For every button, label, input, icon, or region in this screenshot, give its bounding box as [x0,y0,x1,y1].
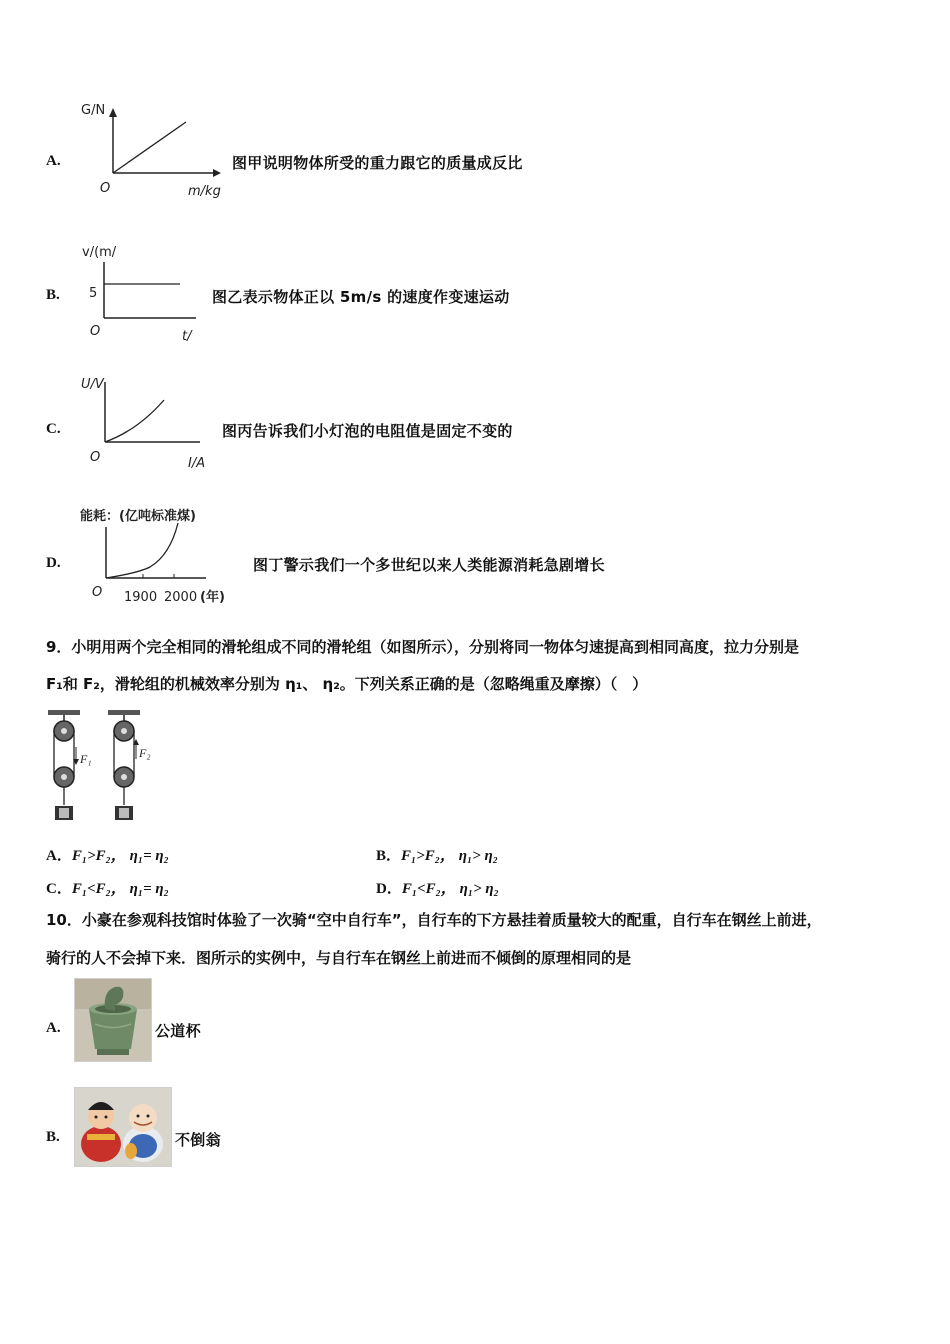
graph-b-velocity-time [78,240,218,345]
graph-a-origin: O [100,181,111,196]
graph-d-origin: O [92,585,103,600]
q10-option-b-text: 不倒翁 [175,1131,221,1149]
q10-stem-line2: 骑行的人不会掉下来．图所示的实例中，与自行车在钢丝上前进而不倾倒的原理相同的是 [46,949,632,967]
graph-d-xlabel: (年) [200,590,225,605]
q10-option-b-letter: B. [46,1129,60,1145]
pulley-system-figure [40,707,170,827]
option-b-text: 图乙表示物体正以 5m/s 的速度作变速运动 [212,288,510,306]
option-d-letter: D. [46,555,61,571]
option-c-letter: C. [46,421,61,437]
q10-option-a-text: 公道杯 [155,1022,201,1040]
q9-answer-b-text: F₁>F₂， η₁> η₂ [401,848,499,864]
graph-d-ylabel: 能耗：(亿吨标准煤) [80,509,196,524]
graph-c-ylabel: U/V [81,377,104,392]
option-a-letter: A. [46,153,61,169]
graph-d-energy-year [78,505,248,610]
q10-stem-line1: 10．小豪在参观科技馆时体验了一次骑“空中自行车”，自行车的下方悬挂着质量较大的配重，自行车在钢丝上前进， [46,911,822,929]
graph-b-origin: O [90,324,101,339]
q9-answer-c-letter: C． [46,881,72,897]
q9-answer-d-text: F₁<F₂， η₁> η₂ [401,881,499,897]
q9-answer-a-letter: A． [46,848,72,864]
q9-answer-a-text: F₁>F₂， η₁= η₂ [71,848,169,864]
graph-c-voltage-current [78,370,228,475]
q9-answer-a[interactable] [46,844,169,865]
q10-option-a-letter: A. [46,1020,61,1036]
option-b-letter: B. [46,287,60,303]
label-f1: F₁ [80,752,92,766]
graph-d-xtick-1900: 1900 [124,590,158,605]
option-d-text: 图丁警示我们一个多世纪以来人类能源消耗急剧增长 [253,556,605,574]
q9-stem-line1: 9．小明用两个完全相同的滑轮组成不同的滑轮组（如图所示），分别将同一物体匀速提高到相同高度，拉力分别是 [46,638,799,656]
q9-answer-b[interactable] [376,844,498,865]
graph-b-xlabel: t/ [182,329,192,344]
graph-c-xlabel: I/A [188,456,206,471]
graph-c-origin: O [90,450,101,465]
q9-answer-c-text: F₁<F₂， η₁= η₂ [71,881,169,897]
graph-b-ytick: 5 [89,286,98,301]
gongdao-cup-photo [74,978,152,1062]
q9-answer-c[interactable] [46,877,169,898]
q9-stem-line2: F₁和 F₂，滑轮组的机械效率分别为 η₁、 η₂。下列关系正确的是（忽略绳重及摩擦）（ ） [46,675,648,693]
q9-answer-b-letter: B． [376,848,402,864]
q9-answer-d-letter: D． [376,881,402,897]
graph-b-ylabel: v/(m/ [82,245,117,260]
graph-a-xlabel: m/kg [188,184,221,199]
graph-d-xtick-2000: 2000 [164,590,198,605]
q9-answer-d[interactable] [376,877,499,898]
label-f2: F₂ [139,746,151,760]
option-a-text: 图甲说明物体所受的重力跟它的质量成反比 [232,154,523,172]
graph-a-ylabel: G/N [81,103,106,118]
graph-a-gravity-mass [78,95,238,205]
option-c-text: 图丙告诉我们小灯泡的电阻值是固定不变的 [222,422,513,440]
tumbler-doll-photo [74,1087,172,1167]
